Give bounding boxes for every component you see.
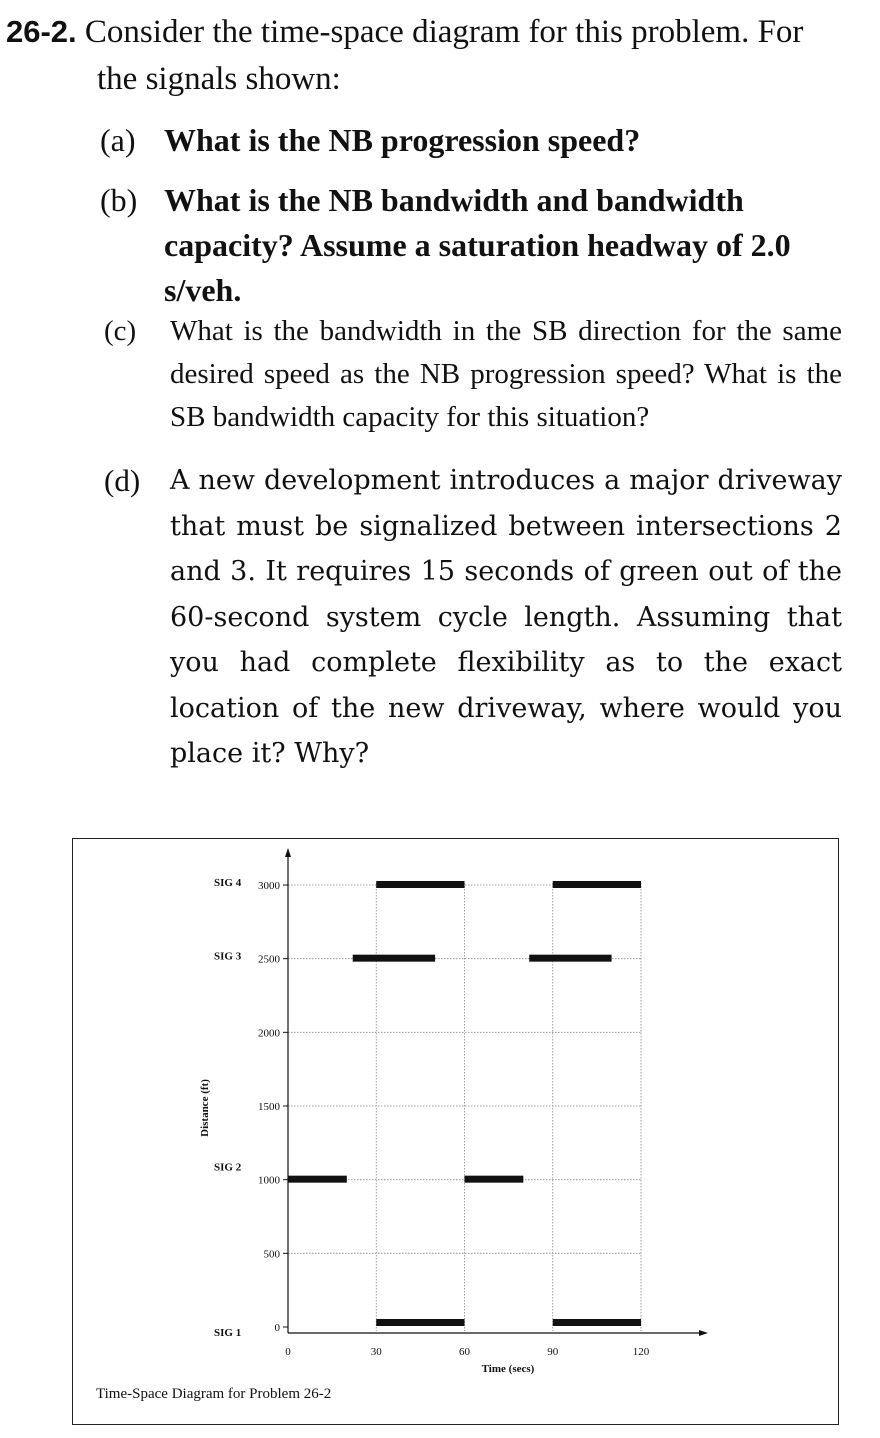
signal-2-red-bar-2 — [465, 1176, 524, 1183]
x-tick-label-30: 30 — [370, 1346, 382, 1358]
x-axis-arrow-icon — [699, 1330, 708, 1336]
figure-caption: Time-Space Diagram for Problem 26-2 — [96, 1386, 332, 1402]
part-d-label: (d) — [104, 463, 141, 498]
x-tick-label-120: 120 — [632, 1346, 650, 1358]
signal-1-red-bar-1 — [376, 1319, 464, 1326]
signal-label-4: SIG 4 — [214, 877, 242, 889]
signal-label-1: SIG 1 — [214, 1327, 242, 1339]
part-c-label: (c) — [104, 315, 137, 347]
part-c-text: What is the bandwidth in the SB direction for the same desired speed as the NB progression speed? What is the SB bandwidth capacity for this situation? — [170, 315, 842, 433]
y-axis-arrow-icon — [285, 848, 291, 857]
part-b-text: What is the NB bandwidth and bandwidth capacity? Assume a saturation headway of 2.0 s/veh. — [164, 182, 791, 308]
problem-intro-line2: the signals shown: — [97, 61, 341, 97]
y-tick-label-1500: 1500 — [258, 1101, 280, 1113]
y-tick-label-2500: 2500 — [258, 953, 280, 966]
x-tick-label-60: 60 — [459, 1346, 470, 1358]
part-a-text: What is the NB progression speed? — [164, 122, 641, 158]
signal-label-layer — [214, 877, 242, 1339]
y-tick-label-1000: 1000 — [258, 1174, 280, 1187]
part-d-text: A new development introduces a major driveway that must be signalized between intersections 2 and 3. It requires 15 seconds of green out of the 60-second system cycle length. Assuming that you had complete flexibility as to the exact location of the new driveway, where would you place it? Why? — [170, 465, 842, 769]
grid-layer — [288, 883, 641, 1331]
signal-4-red-bar-2 — [553, 881, 641, 888]
part-a-label: (a) — [100, 122, 136, 158]
y-tick-label-2000: 2000 — [258, 1027, 280, 1040]
tick-layer — [258, 880, 650, 1358]
problem-intro-line1: Consider the time-space diagram for this problem. For — [84, 14, 804, 50]
signal-label-3: SIG 3 — [214, 950, 242, 963]
signal-2-red-bar-1 — [288, 1176, 347, 1183]
y-tick-label-3000: 3000 — [258, 880, 280, 892]
y-tick-label-500: 500 — [263, 1248, 280, 1261]
y-axis-title: Distance (ft) — [199, 1079, 211, 1137]
signal-3-red-bar-2 — [529, 955, 611, 962]
signal-1-red-bar-2 — [553, 1319, 641, 1326]
problem-number: 26-2. — [6, 14, 77, 49]
x-tick-label-90: 90 — [547, 1346, 559, 1358]
part-b-label: (b) — [100, 182, 138, 218]
y-tick-label-0: 0 — [274, 1322, 280, 1334]
x-tick-label-0: 0 — [285, 1346, 291, 1358]
signal-label-2: SIG 2 — [214, 1161, 242, 1174]
x-axis-title: Time (secs) — [481, 1363, 535, 1375]
signal-4-red-bar-1 — [376, 881, 464, 888]
signal-3-red-bar-1 — [353, 955, 435, 962]
